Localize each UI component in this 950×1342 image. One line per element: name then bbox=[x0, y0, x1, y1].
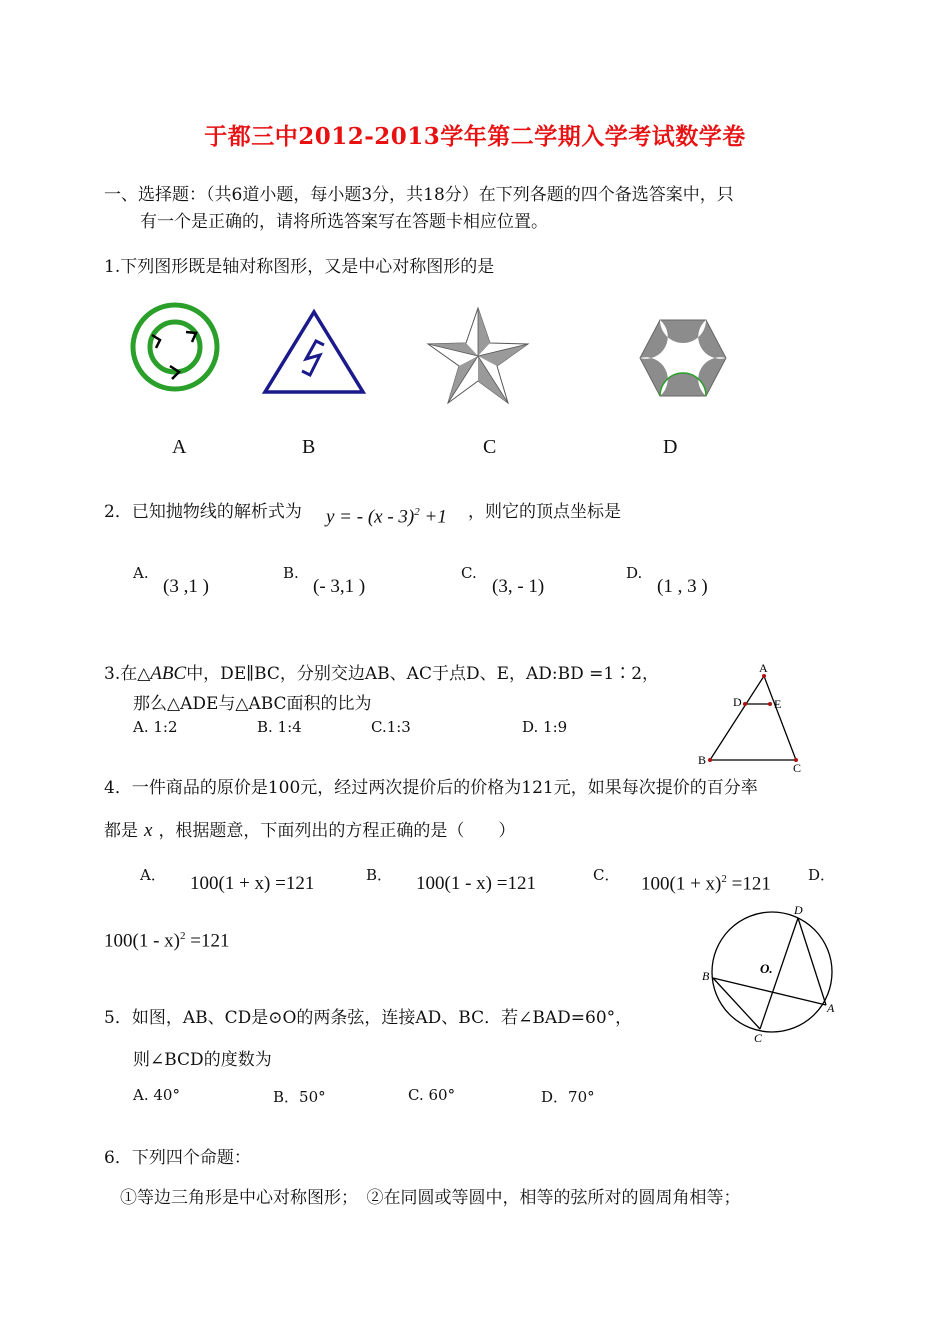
q5-option-a: A. 40° bbox=[133, 1086, 180, 1104]
q1-label-b: B bbox=[302, 436, 316, 458]
q1-label-d: D bbox=[663, 436, 678, 458]
q5-fig-label-d: D bbox=[794, 903, 803, 917]
q5-fig-label-b: B bbox=[702, 969, 710, 983]
q4-option-d-value: 100(1 - x)$^2$ =121 bbox=[104, 930, 230, 952]
q1-figure-d bbox=[638, 318, 728, 398]
q4-option-c-value: $100(1 + x)^2 =121$ bbox=[641, 873, 771, 895]
q5-fig-label-o: O. bbox=[760, 961, 773, 976]
q3-option-c: C.1:3 bbox=[371, 718, 411, 736]
q5-line1: 5．如图，AB、CD是⊙O的两条弦，连接AD、BC．若∠BAD=60°， bbox=[104, 1008, 633, 1028]
q4-option-d-letter: D． bbox=[808, 866, 836, 884]
q5-circle-figure bbox=[700, 902, 840, 1048]
q5-fig-label-a: A bbox=[827, 1001, 835, 1015]
q3-fig-label-a: A bbox=[759, 661, 768, 675]
q2-option-c-value: (3, - 1) bbox=[492, 576, 545, 597]
section1-line1: 一、选择题：（共6道小题，每小题3分，共18分）在下列各题的四个备选答案中，只 bbox=[104, 185, 734, 205]
q3-stem: 3.在△ABC中，DE∥BC，分别交边AB、AC于点D、E，AD:BD =1∶2， bbox=[104, 663, 660, 684]
q3-fig-label-b: B bbox=[698, 753, 707, 767]
page-title: 于都三中2012-2013学年第二学期入学考试数学卷 bbox=[204, 123, 746, 150]
q1-label-a: A bbox=[172, 436, 187, 458]
q4-option-c-letter: C． bbox=[593, 866, 620, 884]
q2-option-a-value: (3 ,1 ) bbox=[163, 576, 209, 597]
q3-fig-label-d: D bbox=[733, 695, 742, 709]
q2-stem-pre: 2．已知抛物线的解析式为 bbox=[104, 502, 302, 522]
q2-option-a-letter: A. bbox=[133, 564, 149, 582]
q5-option-d: D．70° bbox=[541, 1088, 595, 1106]
q4-line1: 4．一件商品的原价是100元，经过两次提价后的价格为121元，如果每次提价的百分率 bbox=[104, 778, 758, 798]
q3-fig-label-e: E bbox=[774, 697, 782, 711]
q1-label-c: C bbox=[483, 436, 497, 458]
q3-option-d: D. 1:9 bbox=[522, 718, 568, 736]
q5-fig-label-c: C bbox=[754, 1031, 763, 1045]
q4-option-a-letter: A． bbox=[140, 866, 166, 884]
q3-triangle-figure bbox=[694, 660, 814, 776]
q2-option-b-value: (- 3,1 ) bbox=[313, 576, 366, 597]
q4-option-a-value: 100(1 + x) =121 bbox=[190, 873, 315, 894]
q1-figure-a bbox=[130, 302, 220, 392]
q3-fig-label-c: C bbox=[793, 761, 802, 775]
q2-option-d-letter: D. bbox=[626, 564, 643, 582]
q2-stem-post: ，则它的顶点坐标是 bbox=[468, 502, 621, 522]
section1-line2: 有一个是正确的，请将所选答案写在答题卡相应位置。 bbox=[140, 212, 548, 232]
q2-option-b-letter: B. bbox=[283, 564, 299, 582]
q2-option-d-value: (1 , 3 ) bbox=[657, 576, 708, 597]
q5-line2: 则∠BCD的度数为 bbox=[133, 1050, 272, 1070]
q3-option-b: B. 1:4 bbox=[257, 718, 302, 736]
q3-option-a: A. 1:2 bbox=[133, 718, 178, 736]
q2-option-c-letter: C. bbox=[461, 564, 477, 582]
q6-stem: 6．下列四个命题： bbox=[104, 1148, 251, 1168]
q1-stem: 1.下列图形既是轴对称图形，又是中心对称图形的是 bbox=[104, 257, 495, 277]
q3-line2: 那么△ADE与△ABC面积的比为 bbox=[133, 694, 372, 714]
q1-figure-b bbox=[262, 309, 366, 395]
q1-figure-c bbox=[426, 306, 530, 406]
q4-option-b-letter: B． bbox=[366, 866, 393, 884]
q2-formula: y = - (x - 3)$^2$ +1 bbox=[326, 506, 447, 528]
q4-option-b-value: 100(1 - x) =121 bbox=[416, 873, 536, 894]
q6-line1: ①等边三角形是中心对称图形； ②在同圆或等圆中，相等的弦所对的圆周角相等； bbox=[120, 1188, 741, 1208]
q5-option-c: C. 60° bbox=[408, 1086, 456, 1104]
q4-line2: 都是 x ，根据题意，下面列出的方程正确的是（ ） bbox=[104, 820, 516, 841]
q5-option-b: B．50° bbox=[273, 1088, 326, 1106]
